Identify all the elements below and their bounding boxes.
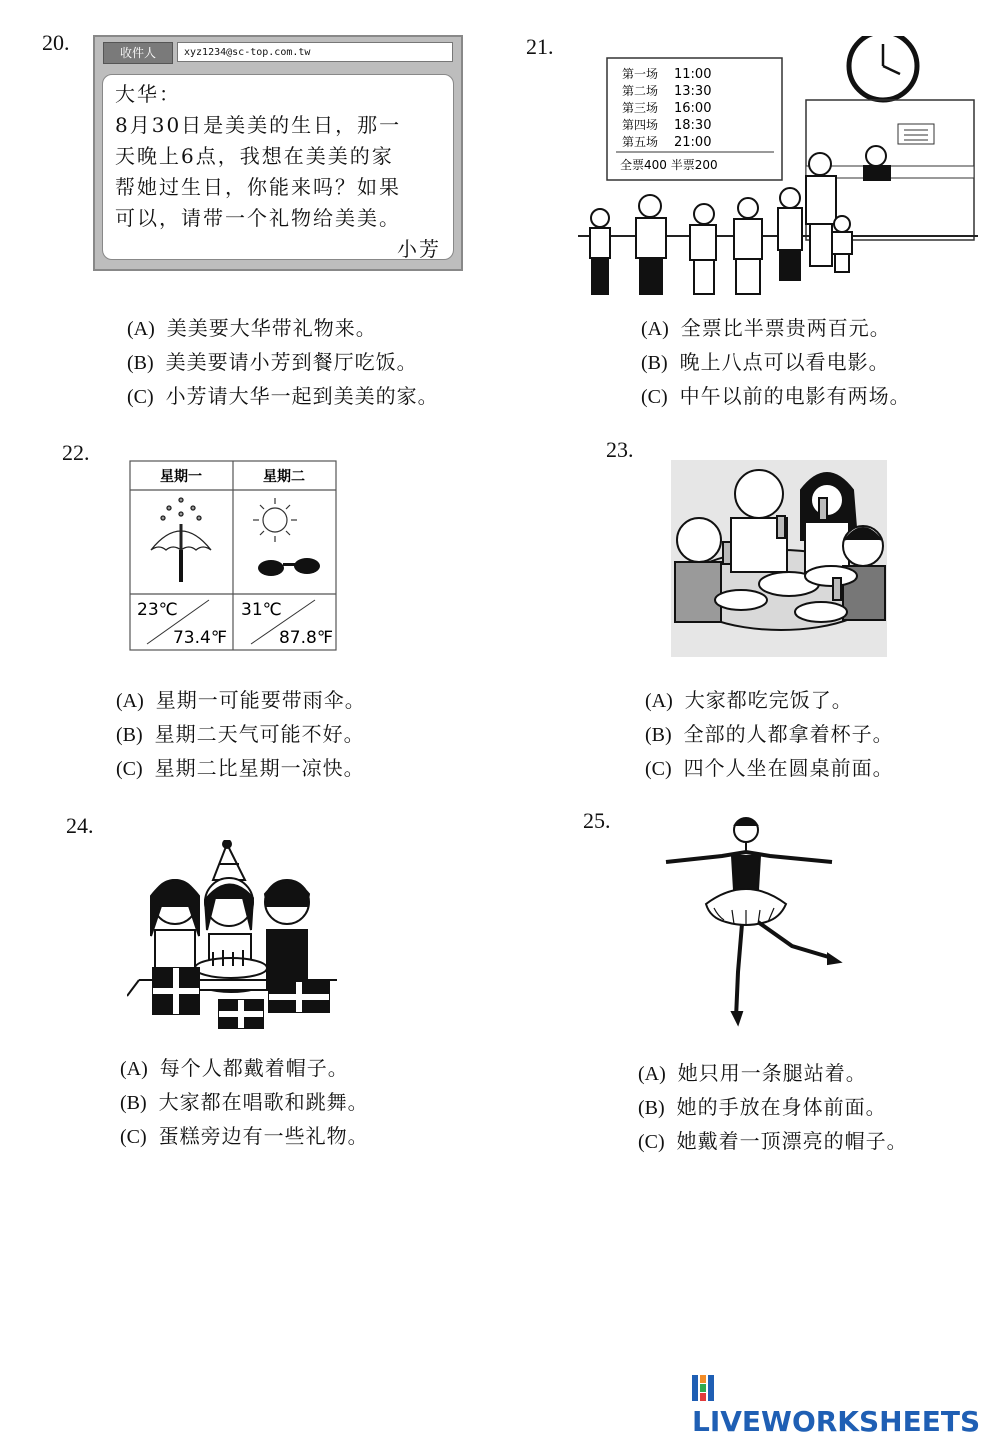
option-b[interactable]: (B) 美美要请小芳到餐厅吃饭。 (127, 350, 418, 374)
fahrenheit-value: 73.4℉ (172, 628, 227, 648)
option-b[interactable]: (B) 晚上八点可以看电影。 (641, 350, 890, 374)
letter-line: 天晚上6点，我想在美美的家 (115, 144, 394, 168)
option-b[interactable]: (B) 大家都在唱歌和跳舞。 (120, 1090, 369, 1114)
ticket-prices: 全票400 半票200 (620, 158, 718, 172)
schedule-time: 11:00 (674, 67, 712, 82)
option-c[interactable]: (C) 她戴着一顶漂亮的帽子。 (638, 1129, 908, 1153)
schedule-time: 13:30 (674, 84, 712, 99)
recipient-address: xyz1234@sc-top.com.tw (177, 42, 453, 62)
option-a[interactable]: (A) 全票比半票贵两百元。 (641, 316, 891, 340)
option-b[interactable]: (B) 她的手放在身体前面。 (638, 1095, 887, 1119)
logo-text: LIVEWORKSHEETS (692, 1405, 981, 1438)
schedule-time: 21:00 (674, 135, 712, 150)
letter-signature: 小芳 (397, 237, 441, 261)
ticket-queue-illustration (578, 36, 978, 298)
schedule-row: 第四场 (622, 118, 659, 132)
option-c[interactable]: (C) 蛋糕旁边有一些礼物。 (120, 1124, 369, 1148)
weather-table (129, 460, 339, 652)
schedule-time: 16:00 (674, 101, 712, 116)
option-c[interactable]: (C) 中午以前的电影有两场。 (641, 384, 911, 408)
family-dinner-illustration (671, 460, 887, 657)
ballerina-illustration (662, 812, 852, 1027)
question-number: 20. (42, 30, 70, 55)
question-number: 21. (526, 34, 554, 59)
celsius-value: 23℃ (137, 600, 178, 620)
recipient-label: 收件人 (103, 42, 173, 64)
schedule-time: 18:30 (674, 118, 712, 133)
fahrenheit-value: 87.8℉ (278, 628, 333, 648)
option-b[interactable]: (B) 星期二天气可能不好。 (116, 722, 365, 746)
day-label: 星期二 (263, 469, 305, 485)
letter-line: 帮她过生日，你能来吗？如果 (115, 175, 401, 199)
schedule-row: 第三场 (622, 101, 659, 115)
schedule-row: 第二场 (622, 84, 659, 98)
question-number: 23. (606, 437, 634, 462)
logo-icon (692, 1375, 714, 1401)
question-number: 24. (66, 813, 94, 838)
day-label: 星期一 (160, 469, 202, 485)
option-a[interactable]: (A) 每个人都戴着帽子。 (120, 1056, 349, 1080)
schedule-row: 第一场 (622, 67, 659, 81)
option-a[interactable]: (A) 美美要大华带礼物来。 (127, 316, 377, 340)
letter-line: 8月30日是美美的生日，那一 (115, 113, 402, 137)
option-c[interactable]: (C) 四个人坐在圆桌前面。 (645, 756, 894, 780)
option-a[interactable]: (A) 大家都吃完饭了。 (645, 688, 853, 712)
schedule-row: 第五场 (622, 135, 659, 149)
option-a[interactable]: (A) 她只用一条腿站着。 (638, 1061, 867, 1085)
option-a[interactable]: (A) 星期一可能要带雨伞。 (116, 688, 366, 712)
letter-line: 大华： (115, 82, 181, 106)
celsius-value: 31℃ (241, 600, 282, 620)
letter-body (102, 74, 454, 260)
birthday-party-illustration (127, 840, 347, 1030)
email-card (93, 35, 463, 271)
question-number: 22. (62, 440, 90, 465)
question-number: 25. (583, 808, 611, 833)
option-c[interactable]: (C) 星期二比星期一凉快。 (116, 756, 365, 780)
option-b[interactable]: (B) 全部的人都拿着杯子。 (645, 722, 894, 746)
option-c[interactable]: (C) 小芳请大华一起到美美的家。 (127, 384, 439, 408)
liveworksheets-logo[interactable] (692, 1372, 1000, 1438)
letter-line: 可以，请带一个礼物给美美。 (115, 206, 401, 230)
